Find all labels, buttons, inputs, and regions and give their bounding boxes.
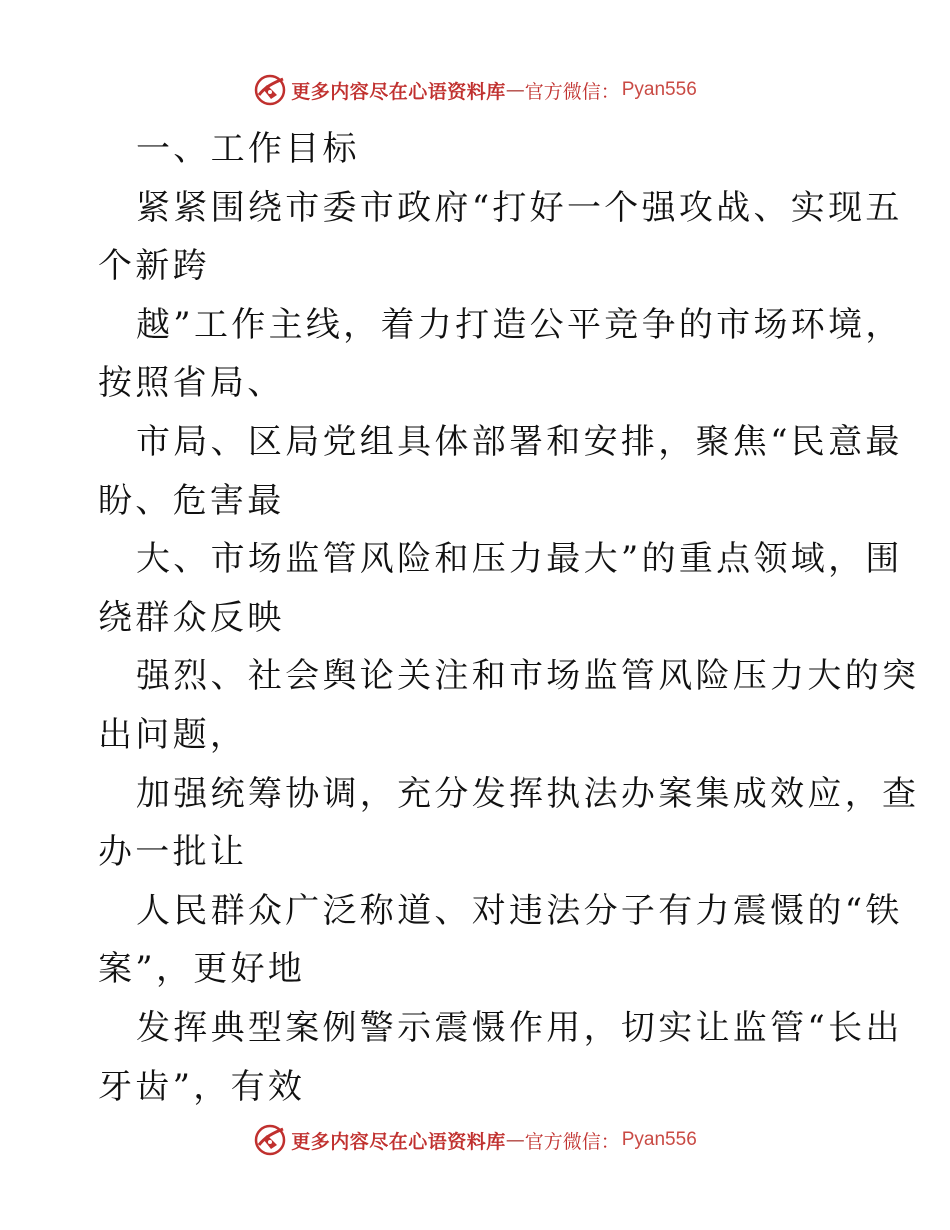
watermark-wechat-label: 官方微信： bbox=[524, 80, 620, 103]
paragraph-line: 个新跨 bbox=[98, 246, 210, 287]
watermark-wechat-id: Pyan556 bbox=[621, 1129, 697, 1150]
paragraph-line: 办一批让 bbox=[98, 832, 248, 873]
paragraph-line: 市局、区局党组具体部署和安排，聚焦“民意最 bbox=[136, 421, 903, 462]
paragraph-line: 越”工作主线，着力打造公平竞争的市场环境， bbox=[136, 304, 903, 345]
footer-watermark-banner bbox=[0, 1120, 950, 1160]
watermark-dash: — bbox=[505, 1129, 525, 1151]
header-watermark-banner bbox=[0, 70, 950, 110]
paragraph-line: 加强统筹协调，充分发挥执法办案集成效应，查 bbox=[136, 773, 920, 814]
watermark-main-text: 更多内容尽在心语资料库 bbox=[291, 80, 506, 103]
paragraph-line: 绕群众反映 bbox=[98, 597, 285, 638]
paragraph-line: 发挥典型案例警示震慑作用，切实让监管“长出 bbox=[136, 1007, 903, 1048]
watermark-text bbox=[291, 1127, 697, 1154]
watermark-wechat-id: Pyan556 bbox=[621, 79, 697, 100]
pen-nib-logo-icon bbox=[253, 73, 287, 107]
paragraph-line: 强烈、社会舆论关注和市场监管风险压力大的突 bbox=[136, 656, 920, 697]
watermark-dash: — bbox=[505, 79, 525, 101]
watermark-wechat-label: 官方微信： bbox=[524, 1130, 620, 1153]
paragraph-line: 盼、危害最 bbox=[98, 480, 285, 521]
pen-nib-logo-icon bbox=[253, 1123, 287, 1157]
watermark-main-text: 更多内容尽在心语资料库 bbox=[291, 1130, 506, 1153]
paragraph-line: 出问题， bbox=[98, 714, 248, 755]
paragraph-line: 人民群众广泛称道、对违法分子有力震慑的“铁 bbox=[136, 890, 903, 931]
paragraph-line: 大、市场监管风险和压力最大”的重点领域，围 bbox=[136, 539, 903, 580]
document-body bbox=[98, 120, 920, 1116]
paragraph-line: 紧紧围绕市委市政府“打好一个强攻战、实现五 bbox=[136, 187, 903, 228]
paragraph-line: 牙齿”，有效 bbox=[98, 1066, 306, 1107]
section-heading: 一、工作目标 bbox=[136, 129, 360, 169]
watermark-text bbox=[291, 77, 697, 104]
paragraph-line: 案”，更好地 bbox=[98, 949, 306, 990]
paragraph-line: 按照省局、 bbox=[98, 363, 285, 404]
